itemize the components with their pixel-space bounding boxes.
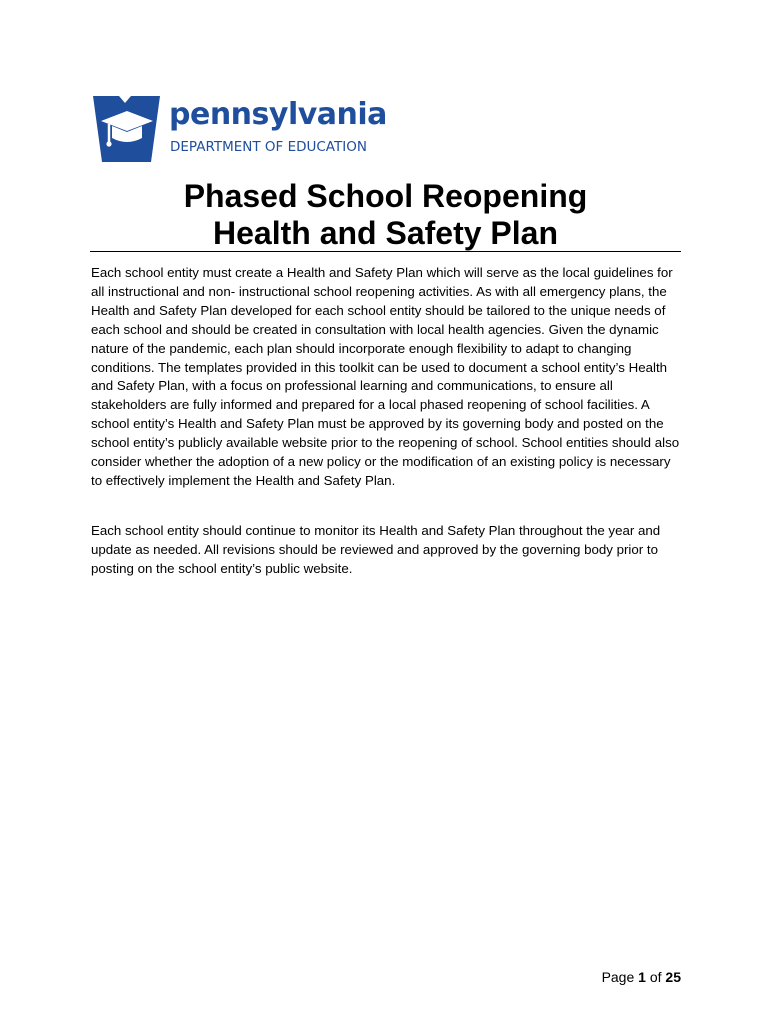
page-title [90,178,681,252]
title-divider [90,251,681,252]
logo-wordmark: pennsylvania [169,97,387,132]
body-paragraph-1: Each school entity must create a Health and Safety Plan which will serve as the local guidelines for all instructional and non- instructional school reopening activities. As with all emergency plans, the Health and Safety Plan developed for each school entity should be tailored to the unique needs of each school and should be created in consultation with local health agencies. Given the dynamic nature of the pandemic, each plan should incorporate enough flexibility to adapt to changing conditions. The templates provided in this toolkit can be used to document a school entity’s Health and Safety Plan, with a focus on professional learning and communications, to ensure all stakeholders are fully informed and prepared for a local phased reopening of school facilities. A school entity’s Health and Safety Plan must be approved by its governing body and posted on the school entity’s publicly available website prior to the reopening of school. School entities should also consider whether the adoption of a new policy or the modification of an existing policy is necessary to effectively implement the Health and Safety Plan. [91,265,680,488]
title-line-1: Phased School Reopening [183,178,588,214]
title-line-2: Health and Safety Plan [213,215,558,251]
logo-subtitle: DEPARTMENT OF EDUCATION [170,139,367,155]
body-paragraph-2: Each school entity should continue to monitor its Health and Safety Plan throughout the year and update as needed. All revisions should be reviewed and approved by the governing body prior to posting on the school entity’s public website. [91,523,661,576]
pa-education-logo [91,94,391,166]
current-page-number: 1 [638,969,646,985]
total-pages-number: 25 [665,969,681,985]
of-label: of [649,969,662,985]
page-label: Page [601,969,635,985]
keystone-mortarboard-icon [91,94,162,164]
page-number [560,968,681,986]
